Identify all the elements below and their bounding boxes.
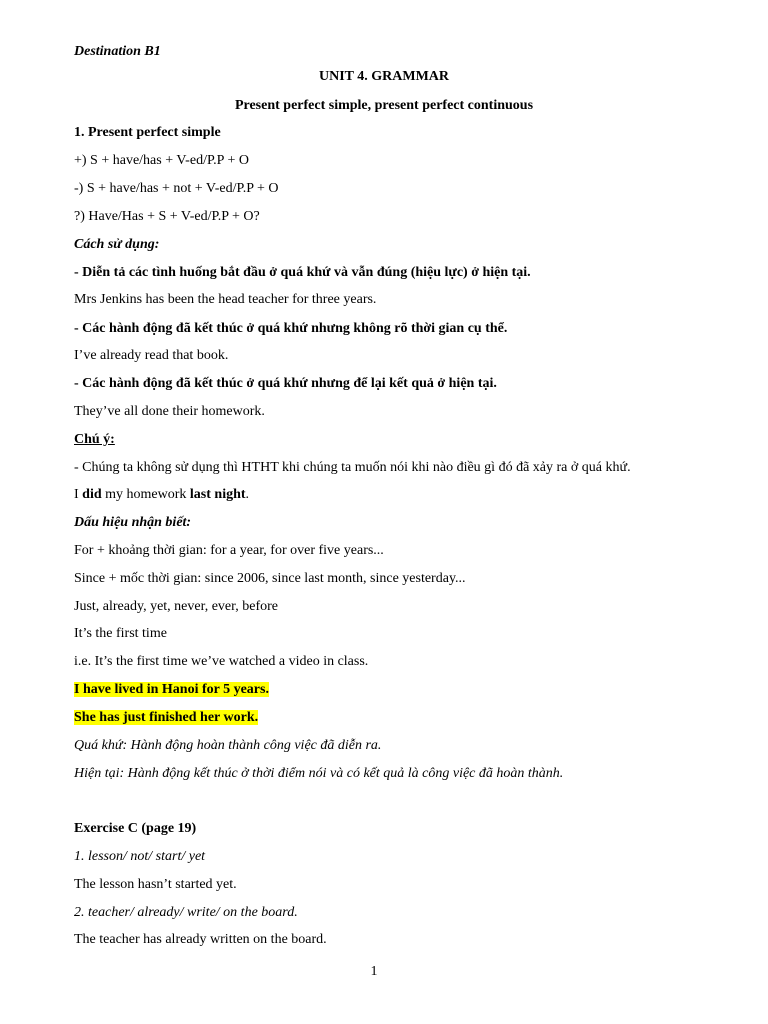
highlighted-example [74, 709, 258, 727]
highlighted-example [74, 681, 269, 699]
explanation-present: Hiện tại: Hành động kết thúc ở thời điểm nói và có kết quả là công việc đã hoàn thành. [74, 766, 564, 781]
note-example [74, 486, 249, 504]
note-example-part: I [74, 487, 83, 502]
formula-question: ?) Have/Has + S + V-ed/P.P + O? [74, 209, 260, 224]
page-number: 1 [370, 964, 378, 979]
note-heading: Chú ý: [74, 432, 115, 447]
formula-affirmative: +) S + have/has + V-ed/P.P + O [74, 153, 249, 168]
highlight-text: I have lived in Hanoi for 5 years. [74, 682, 269, 697]
usage-rule: - Các hành động đã kết thúc ở quá khứ nhưng không rõ thời gian cụ thể. [74, 321, 508, 336]
section-heading: 1. Present perfect simple [74, 125, 221, 140]
formula-negative: -) S + have/has + not + V-ed/P.P + O [74, 181, 279, 196]
signs-heading: Dấu hiệu nhận biết: [74, 515, 192, 530]
exercise-answer: The lesson hasn’t started yet. [74, 877, 237, 892]
document-subtitle: Present perfect simple, present perfect continuous [234, 98, 534, 113]
explanation-past: Quá khứ: Hành động hoàn thành công việc đã diễn ra. [74, 738, 382, 753]
exercise-answer: The teacher has already written on the board. [74, 932, 327, 947]
note-text: - Chúng ta không sử dụng thì HTHT khi chúng ta muốn nói khi nào điều gì đó đã xảy ra ở quá khứ. [74, 460, 631, 475]
usage-rule: - Các hành động đã kết thúc ở quá khứ nhưng để lại kết quả ở hiện tại. [74, 376, 497, 391]
note-example-bold: did [82, 487, 102, 502]
usage-example: They’ve all done their homework. [74, 404, 265, 419]
highlight-text: She has just finished her work. [74, 710, 259, 725]
exercise-prompt: 2. teacher/ already/ write/ on the board. [74, 905, 298, 920]
book-title: Destination B1 [74, 44, 161, 59]
exercise-prompt: 1. lesson/ not/ start/ yet [74, 849, 206, 864]
sign-item: Just, already, yet, never, ever, before [74, 599, 278, 614]
usage-rule: - Diễn tả các tình huống bắt đầu ở quá khứ và vẫn đúng (hiệu lực) ở hiện tại. [74, 265, 531, 280]
usage-example: Mrs Jenkins has been the head teacher for three years. [74, 292, 377, 307]
sign-item: i.e. It’s the first time we’ve watched a video in class. [74, 654, 369, 669]
sign-item: It’s the first time [74, 626, 167, 641]
exercise-heading: Exercise C (page 19) [74, 821, 197, 836]
note-example-bold: last night [189, 487, 246, 502]
sign-item: Since + mốc thời gian: since 2006, since last month, since yesterday... [74, 571, 466, 586]
note-example-part: my homework [101, 487, 190, 502]
sign-item: For + khoảng thời gian: for a year, for over five years... [74, 543, 384, 558]
usage-heading: Cách sử dụng: [74, 237, 160, 252]
unit-title: UNIT 4. GRAMMAR [318, 69, 449, 84]
note-example-part: . [245, 487, 250, 502]
usage-example: I’ve already read that book. [74, 348, 229, 363]
